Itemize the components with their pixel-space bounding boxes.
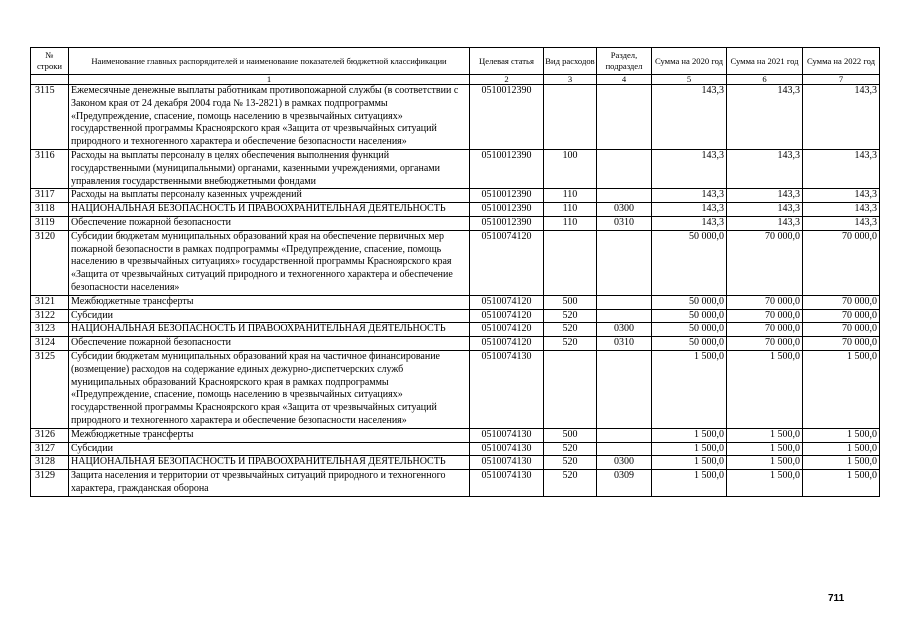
indicator-name-cell: Защита населения и территории от чрезвычайных ситуаций природного и техногенного характера, гражданская оборона [69,470,470,497]
sum-2022-cell: 1 500,0 [803,470,880,497]
expense-type-cell: 520 [544,442,597,456]
row-number-cell: 3127 [31,442,69,456]
table-row [31,149,880,188]
target-article-cell: 0510074130 [470,428,544,442]
sum-2022-cell: 143,3 [803,189,880,203]
sum-2020-cell: 143,3 [652,203,727,217]
sum-2021-cell: 143,3 [727,189,803,203]
target-article-cell: 0510074120 [470,323,544,337]
expense-type-cell [544,350,597,428]
table-row [31,85,880,150]
sum-2021-cell: 143,3 [727,85,803,150]
sum-2020-cell: 143,3 [652,189,727,203]
sum-2020-cell: 143,3 [652,149,727,188]
row-number-cell: 3125 [31,350,69,428]
sum-2021-cell: 70 000,0 [727,323,803,337]
table-row [31,456,880,470]
sum-2021-cell: 1 500,0 [727,428,803,442]
sum-2022-cell: 1 500,0 [803,456,880,470]
sum-2020-cell: 1 500,0 [652,428,727,442]
header-expense-type: Вид расходов [544,48,597,75]
sum-2020-cell: 1 500,0 [652,470,727,497]
sum-2020-cell: 50 000,0 [652,295,727,309]
target-article-cell: 0510012390 [470,203,544,217]
expense-type-cell: 110 [544,216,597,230]
budget-table-sheet [30,47,880,497]
expense-type-cell: 520 [544,309,597,323]
expense-type-cell [544,85,597,150]
indicator-name-cell: Межбюджетные трансферты [69,428,470,442]
sum-2022-cell: 70 000,0 [803,337,880,351]
section-cell: 0309 [597,470,652,497]
target-article-cell: 0510074130 [470,442,544,456]
expense-type-cell: 500 [544,295,597,309]
expense-type-cell: 520 [544,470,597,497]
row-number-cell: 3123 [31,323,69,337]
row-number-cell: 3124 [31,337,69,351]
target-article-cell: 0510012390 [470,149,544,188]
sum-2022-cell: 1 500,0 [803,350,880,428]
target-article-cell: 0510074120 [470,309,544,323]
expense-type-cell: 110 [544,189,597,203]
sum-2021-cell: 1 500,0 [727,442,803,456]
table-row [31,216,880,230]
header-sum-2021: Сумма на 2021 год [727,48,803,75]
target-article-cell: 0510012390 [470,85,544,150]
indicator-name-cell: НАЦИОНАЛЬНАЯ БЕЗОПАСНОСТЬ И ПРАВООХРАНИТЕЛЬНАЯ ДЕЯТЕЛЬНОСТЬ [69,323,470,337]
row-number-cell: 3121 [31,295,69,309]
sum-2022-cell: 1 500,0 [803,428,880,442]
table-row [31,337,880,351]
indicator-name-cell: Обеспечение пожарной безопасности [69,216,470,230]
row-number-cell: 3117 [31,189,69,203]
column-number-cell: 2 [470,75,544,85]
indicator-name-cell: Ежемесячные денежные выплаты работникам противопожарной службы (в соответствии с Законом края от 24 декабря 2004 года № 13-2821) в рамках подпрограммы «Предупреждение, спасение, помощь населению в чрезвычайных ситуациях» государственной программы Красноярского края «Защита от чрезвычайных ситуаций природного и техногенного характера и обеспечение безопасности населения» [69,85,470,150]
section-cell: 0310 [597,337,652,351]
column-number-cell: 3 [544,75,597,85]
section-cell: 0300 [597,203,652,217]
indicator-name-cell: Межбюджетные трансферты [69,295,470,309]
header-row [31,48,880,75]
table-row [31,309,880,323]
row-number-cell: 3128 [31,456,69,470]
row-number-cell: 3120 [31,230,69,295]
sum-2021-cell: 143,3 [727,203,803,217]
sum-2022-cell: 70 000,0 [803,230,880,295]
section-cell [597,85,652,150]
sum-2021-cell: 1 500,0 [727,350,803,428]
sum-2022-cell: 143,3 [803,216,880,230]
section-cell [597,350,652,428]
target-article-cell: 0510012390 [470,216,544,230]
row-number-cell: 3116 [31,149,69,188]
sum-2021-cell: 143,3 [727,149,803,188]
column-number-row [31,75,880,85]
section-cell [597,230,652,295]
indicator-name-cell: Субсидии [69,309,470,323]
section-cell: 0300 [597,456,652,470]
indicator-name-cell: Субсидии [69,442,470,456]
row-number-cell: 3118 [31,203,69,217]
section-cell [597,309,652,323]
page-number: 711 [828,593,845,604]
sum-2022-cell: 70 000,0 [803,309,880,323]
expense-type-cell: 520 [544,337,597,351]
indicator-name-cell: Субсидии бюджетам муниципальных образований края на частичное финансирование (возмещение) расходов на содержание единых дежурно-диспетчерских служб муниципальных образований Красноярского края в рамках подпрограммы «Предупреждение, спасение, помощь населению в чрезвычайных ситуациях» государственной программы Красноярского края «Защита от чрезвычайных ситуаций природного и техногенного характера и обеспечение безопасности населения» [69,350,470,428]
header-name: Наименование главных распорядителей и наименование показателей бюджетной классификации [69,48,470,75]
column-number-cell: 6 [727,75,803,85]
sum-2021-cell: 70 000,0 [727,337,803,351]
section-cell [597,442,652,456]
sum-2021-cell: 1 500,0 [727,470,803,497]
target-article-cell: 0510074130 [470,350,544,428]
column-number-cell: 1 [69,75,470,85]
header-sum-2020: Сумма на 2020 год [652,48,727,75]
sum-2021-cell: 143,3 [727,216,803,230]
sum-2022-cell: 70 000,0 [803,295,880,309]
section-cell: 0300 [597,323,652,337]
indicator-name-cell: Расходы на выплаты персоналу в целях обеспечения выполнения функций государственными (муниципальными) органами, казенными учреждениями, органами управления государственными внебюджетными фондами [69,149,470,188]
indicator-name-cell: Расходы на выплаты персоналу казенных учреждений [69,189,470,203]
sum-2022-cell: 70 000,0 [803,323,880,337]
sum-2020-cell: 50 000,0 [652,337,727,351]
column-number-cell [31,75,69,85]
row-number-cell: 3126 [31,428,69,442]
section-cell [597,149,652,188]
sum-2020-cell: 50 000,0 [652,230,727,295]
indicator-name-cell: Субсидии бюджетам муниципальных образований края на обеспечение первичных мер пожарной безопасности в рамках подпрограммы «Предупреждение, спасение, помощь населению в чрезвычайных ситуациях» государственной программы Красноярского края «Защита от чрезвычайных ситуаций природного и техногенного характера и обеспечение безопасности населения» [69,230,470,295]
sum-2022-cell: 143,3 [803,149,880,188]
table-row [31,189,880,203]
target-article-cell: 0510074120 [470,337,544,351]
row-number-cell: 3119 [31,216,69,230]
target-article-cell: 0510074130 [470,470,544,497]
table-row [31,230,880,295]
section-cell: 0310 [597,216,652,230]
sum-2020-cell: 143,3 [652,216,727,230]
header-target-article: Целевая статья [470,48,544,75]
indicator-name-cell: Обеспечение пожарной безопасности [69,337,470,351]
row-number-cell: 3115 [31,85,69,150]
sum-2021-cell: 70 000,0 [727,230,803,295]
table-row [31,295,880,309]
section-cell [597,295,652,309]
section-cell [597,189,652,203]
table-row [31,323,880,337]
table-row [31,470,880,497]
row-number-cell: 3122 [31,309,69,323]
target-article-cell: 0510012390 [470,189,544,203]
column-number-cell: 4 [597,75,652,85]
sum-2020-cell: 1 500,0 [652,442,727,456]
sum-2021-cell: 70 000,0 [727,295,803,309]
column-number-cell: 5 [652,75,727,85]
header-section: Раздел, подраздел [597,48,652,75]
sum-2020-cell: 143,3 [652,85,727,150]
indicator-name-cell: НАЦИОНАЛЬНАЯ БЕЗОПАСНОСТЬ И ПРАВООХРАНИТЕЛЬНАЯ ДЕЯТЕЛЬНОСТЬ [69,456,470,470]
indicator-name-cell: НАЦИОНАЛЬНАЯ БЕЗОПАСНОСТЬ И ПРАВООХРАНИТЕЛЬНАЯ ДЕЯТЕЛЬНОСТЬ [69,203,470,217]
header-sum-2022: Сумма на 2022 год [803,48,880,75]
header-row-number: № строки [31,48,69,75]
expense-type-cell: 520 [544,456,597,470]
target-article-cell: 0510074120 [470,230,544,295]
table-row [31,350,880,428]
sum-2022-cell: 143,3 [803,85,880,150]
sum-2021-cell: 1 500,0 [727,456,803,470]
sum-2020-cell: 1 500,0 [652,350,727,428]
table-row [31,203,880,217]
expense-type-cell: 520 [544,323,597,337]
expense-type-cell: 110 [544,203,597,217]
column-number-cell: 7 [803,75,880,85]
table-body [31,85,880,497]
table-row [31,442,880,456]
target-article-cell: 0510074130 [470,456,544,470]
expense-type-cell: 500 [544,428,597,442]
sum-2022-cell: 143,3 [803,203,880,217]
expense-type-cell: 100 [544,149,597,188]
sum-2020-cell: 1 500,0 [652,456,727,470]
sum-2020-cell: 50 000,0 [652,309,727,323]
section-cell [597,428,652,442]
sum-2022-cell: 1 500,0 [803,442,880,456]
sum-2020-cell: 50 000,0 [652,323,727,337]
table-row [31,428,880,442]
budget-table [30,47,880,497]
expense-type-cell [544,230,597,295]
row-number-cell: 3129 [31,470,69,497]
sum-2021-cell: 70 000,0 [727,309,803,323]
target-article-cell: 0510074120 [470,295,544,309]
